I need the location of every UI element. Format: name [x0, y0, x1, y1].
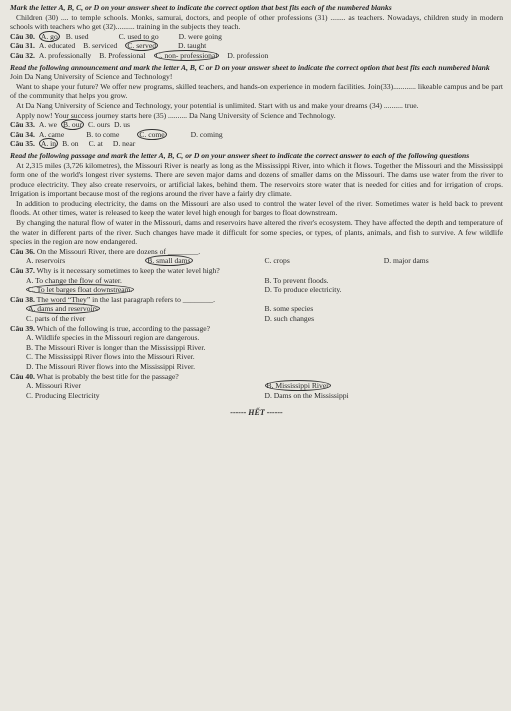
question-40-stem: Câu 40. What is probably the best title for the passage?	[10, 371, 179, 381]
option-d[interactable]: D. taught	[178, 41, 207, 51]
question-31	[10, 41, 503, 51]
option-b[interactable]: B. The Missouri River is longer than the Mississippi River.	[26, 342, 206, 352]
announcement-line-2: At Da Nang University of Science and Technology, your potential is unlimited. Start with us and make your dreams (34) .......... true.	[16, 100, 419, 110]
question-33	[10, 120, 503, 130]
option-b[interactable]: B. To prevent floods.	[264, 275, 329, 285]
option-d[interactable]: D. To produce electricity.	[264, 285, 342, 295]
announcement-line-3: Apply now! Your success journey starts here (35) .......... Da Nang University of Science and Technology.	[16, 110, 336, 120]
section1-instruction: Mark the letter A, B, C, or D on your answer sheet to indicate the correct option that best fits each of the numbered blanks	[10, 3, 392, 12]
option-c[interactable]: C. ours	[88, 120, 110, 130]
option-c[interactable]: C. served	[127, 41, 157, 51]
option-a[interactable]: A. Missouri River	[26, 381, 82, 391]
end-marker: ------ HẾT ------	[230, 408, 283, 418]
option-b[interactable]: B. Mississippi River	[266, 381, 329, 391]
option-c[interactable]: C. Producing Electricity	[26, 390, 100, 400]
option-a[interactable]: A. came	[38, 129, 65, 139]
announcement-title: Join Da Nang University of Science and Technology!	[10, 72, 173, 82]
question-39-stem: Câu 39. Which of the following is true, according to the passage?	[10, 323, 211, 333]
option-b[interactable]: B. serviced	[83, 41, 118, 51]
option-d[interactable]: D. major dams	[383, 256, 429, 266]
section2-instruction: Read the following announcement and mark the letter A, B, C or D on your answer sheet to indicate the correct option that best fits each numbered blank	[10, 62, 490, 72]
question-38-stem: Câu 38. The word “They” in the last paragraph refers to ________.	[10, 294, 216, 304]
option-c[interactable]: C. used to go	[118, 31, 159, 41]
question-37-options-row2	[10, 285, 503, 295]
option-b[interactable]: B. small dams	[147, 256, 191, 266]
option-d[interactable]: D. us	[113, 120, 131, 130]
passage-paragraph-1: At 2,315 miles (3,726 kilometres), the Missouri River is nearly as long as the Mississippi River, into which it flows. Together the Missouri and the Mississippi form one of the world's longest river systems. There are seven major dams and dozens of smaller dams on the Missouri. The dams use water from the river to produce electricity. They also create reservoirs, or artificial lakes, behind them. The reservoirs store water that is needed for cities and for irrigation of crops. Irrigation is important because most of the regions around the river have a fairly dry climate.	[10, 160, 503, 199]
question-34	[10, 130, 503, 140]
question-number: Câu 33.	[10, 120, 35, 130]
option-b[interactable]: B. on	[62, 139, 79, 149]
question-36-stem: Câu 36. On the Missouri River, there are dozens of ________.	[10, 246, 201, 256]
question-38-options-row2	[10, 314, 503, 324]
option-b[interactable]: B. used	[65, 31, 89, 41]
option-a[interactable]: A. educated	[38, 41, 76, 51]
option-d[interactable]: D. Dams on the Mississippi	[264, 390, 349, 400]
passage-paragraph-3: By changing the natural flow of water in the Missouri, dams and reservoirs have altered the river's ecosystem. They have affected the depth and temperature of the water in different parts of the river. Such changes have made it difficult for some species, or types, of plants, animals, and fish to survive. A few wildlife species in the region are now endangered.	[10, 218, 503, 247]
option-c[interactable]: C. The Mississippi River flows into the Missouri River.	[26, 352, 195, 362]
option-d[interactable]: D. The Missouri River flows into the Mississippi River.	[26, 361, 196, 371]
question-number: Câu 31.	[10, 41, 35, 51]
option-c[interactable]: C. parts of the river	[26, 314, 86, 323]
question-35	[10, 139, 503, 149]
option-b[interactable]: B. some species	[264, 304, 314, 314]
question-30	[10, 32, 503, 42]
option-a[interactable]: A. dams and reservoirs	[28, 304, 99, 314]
question-40-options-row2	[10, 391, 503, 401]
question-32	[10, 51, 503, 61]
question-40-options-row1	[10, 381, 503, 391]
option-c[interactable]: C. at	[88, 139, 103, 149]
option-c[interactable]: C. non- professional	[155, 50, 218, 60]
option-c[interactable]: C. crops	[264, 256, 290, 266]
option-b[interactable]: B. to come	[86, 129, 120, 139]
option-a[interactable]: A. in	[40, 139, 57, 149]
question-37-stem: Câu 37. Why is it necessary sometimes to keep the water level high?	[10, 266, 220, 276]
option-a[interactable]: A. we	[38, 120, 58, 130]
option-d[interactable]: D. were going	[178, 31, 222, 41]
option-d[interactable]: D. such changes	[264, 314, 315, 323]
option-c[interactable]: C. To let barges float downstream.	[28, 285, 133, 295]
question-38-options-row1	[10, 304, 503, 314]
question-number: Câu 35.	[10, 139, 35, 149]
option-a[interactable]: A. Wildlife species in the Missouri region are dangerous.	[26, 333, 200, 343]
question-39-options	[10, 333, 503, 371]
option-a[interactable]: A. professionally	[38, 50, 92, 60]
option-d[interactable]: D. profession	[227, 50, 269, 60]
option-d[interactable]: D. coming	[190, 129, 223, 139]
announcement-line-1: Want to shape your future? We offer new programs, skilled teachers, and hands-on experience in modern facilities. Join(33)............ likeable campus and be part of the community that helps you grow.	[10, 81, 503, 101]
question-number: Câu 34.	[10, 129, 35, 139]
option-b[interactable]: B. our	[63, 120, 83, 130]
section1-passage: Children (30) .... to temple schools. Monks, samurai, doctors, and people of other professions (31) ........ as teachers. Nowadays, children study in modern schools with teachers who get (32).......... training in the subjects they teach.	[10, 12, 503, 32]
question-number: Câu 32.	[10, 50, 35, 60]
option-a[interactable]: A. reservoirs	[26, 256, 66, 266]
question-36-options	[10, 256, 503, 266]
option-b[interactable]: B. Professional	[99, 50, 146, 60]
question-number: Câu 30.	[10, 31, 35, 41]
option-a[interactable]: A. To change the flow of water.	[26, 275, 122, 285]
option-d[interactable]: D. near	[112, 139, 136, 149]
section3-instruction: Read the following passage and mark the letter A, B, C, or D on your answer sheet to indicate the correct answer to each of the following questions	[10, 150, 470, 160]
option-a[interactable]: A. go	[40, 31, 58, 41]
option-c[interactable]: C. come	[139, 129, 165, 139]
passage-paragraph-2: In addition to producing electricity, the dams on the Missouri are also used to control the water level of the river. Sometimes water is held back to prevent floods. At other times, water is released to keep the water level high enough for barges to float downstream.	[10, 198, 503, 218]
